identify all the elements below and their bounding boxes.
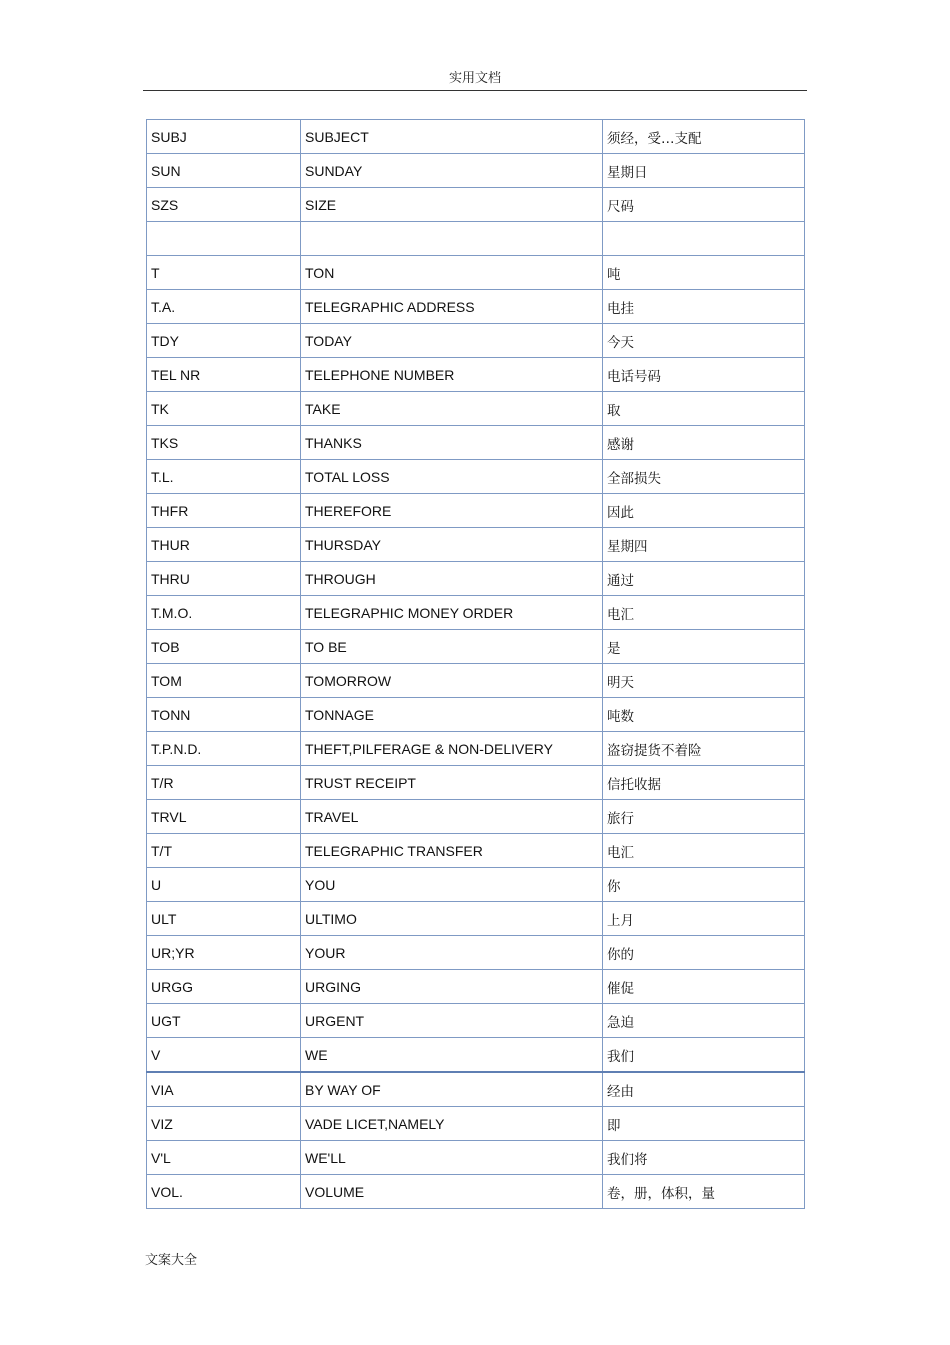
- full-term-cell: TRAVEL: [301, 800, 603, 834]
- chinese-meaning-cell: 吨: [603, 256, 805, 290]
- table-row: [147, 528, 805, 562]
- full-term-cell: TELEGRAPHIC ADDRESS: [301, 290, 603, 324]
- abbreviation-cell: TRVL: [147, 800, 301, 834]
- table-row: [147, 120, 805, 154]
- chinese-meaning-cell: 旅行: [603, 800, 805, 834]
- full-term-cell: TOMORROW: [301, 664, 603, 698]
- chinese-meaning-cell: 感谢: [603, 426, 805, 460]
- abbreviation-cell: TOB: [147, 630, 301, 664]
- chinese-meaning-cell: 今天: [603, 324, 805, 358]
- chinese-meaning-cell: 全部损失: [603, 460, 805, 494]
- table-row: [147, 1072, 805, 1107]
- abbreviation-cell: TEL NR: [147, 358, 301, 392]
- chinese-meaning-cell: 电汇: [603, 596, 805, 630]
- abbreviation-cell: SUBJ: [147, 120, 301, 154]
- abbreviation-cell: T.L.: [147, 460, 301, 494]
- table-row: [147, 494, 805, 528]
- abbreviation-cell: V: [147, 1038, 301, 1073]
- chinese-meaning-cell: 急迫: [603, 1004, 805, 1038]
- chinese-meaning-cell: [603, 222, 805, 256]
- full-term-cell: TELEGRAPHIC MONEY ORDER: [301, 596, 603, 630]
- full-term-cell: TOTAL LOSS: [301, 460, 603, 494]
- chinese-meaning-cell: 盗窃提货不着险: [603, 732, 805, 766]
- full-term-cell: YOU: [301, 868, 603, 902]
- table-row: [147, 664, 805, 698]
- abbreviation-cell: TOM: [147, 664, 301, 698]
- chinese-meaning-cell: 经由: [603, 1072, 805, 1107]
- full-term-cell: WE'LL: [301, 1141, 603, 1175]
- abbreviation-cell: V'L: [147, 1141, 301, 1175]
- table-row: [147, 324, 805, 358]
- abbreviation-cell: T/T: [147, 834, 301, 868]
- full-term-cell: SIZE: [301, 188, 603, 222]
- table-row: [147, 630, 805, 664]
- abbreviation-cell: UGT: [147, 1004, 301, 1038]
- chinese-meaning-cell: 我们: [603, 1038, 805, 1073]
- abbreviation-cell: THRU: [147, 562, 301, 596]
- chinese-meaning-cell: 因此: [603, 494, 805, 528]
- chinese-meaning-cell: 明天: [603, 664, 805, 698]
- table-row: [147, 290, 805, 324]
- chinese-meaning-cell: 电挂: [603, 290, 805, 324]
- full-term-cell: THEFT,PILFERAGE & NON-DELIVERY: [301, 732, 603, 766]
- full-term-cell: ULTIMO: [301, 902, 603, 936]
- chinese-meaning-cell: 取: [603, 392, 805, 426]
- table-row: [147, 222, 805, 256]
- chinese-meaning-cell: 尺码: [603, 188, 805, 222]
- table-row: [147, 970, 805, 1004]
- chinese-meaning-cell: 催促: [603, 970, 805, 1004]
- full-term-cell: VOLUME: [301, 1175, 603, 1209]
- full-term-cell: THURSDAY: [301, 528, 603, 562]
- table-row: [147, 834, 805, 868]
- abbreviation-cell: UR;YR: [147, 936, 301, 970]
- abbreviation-cell: T.M.O.: [147, 596, 301, 630]
- abbreviation-cell: SZS: [147, 188, 301, 222]
- chinese-meaning-cell: 即: [603, 1107, 805, 1141]
- table-row: [147, 936, 805, 970]
- table-row: [147, 562, 805, 596]
- full-term-cell: TAKE: [301, 392, 603, 426]
- full-term-cell: YOUR: [301, 936, 603, 970]
- table-row: [147, 868, 805, 902]
- table-row: [147, 426, 805, 460]
- abbreviation-cell: U: [147, 868, 301, 902]
- abbreviation-cell: [147, 222, 301, 256]
- table-row: [147, 392, 805, 426]
- full-term-cell: THEREFORE: [301, 494, 603, 528]
- chinese-meaning-cell: 你的: [603, 936, 805, 970]
- table-row: [147, 732, 805, 766]
- chinese-meaning-cell: 卷，册，体积，量: [603, 1175, 805, 1209]
- table-row: [147, 1175, 805, 1209]
- full-term-cell: TELEGRAPHIC TRANSFER: [301, 834, 603, 868]
- table-row: [147, 256, 805, 290]
- abbreviation-cell: T/R: [147, 766, 301, 800]
- chinese-meaning-cell: 你: [603, 868, 805, 902]
- chinese-meaning-cell: 星期四: [603, 528, 805, 562]
- page-footer: 文案大全: [145, 1253, 198, 1268]
- chinese-meaning-cell: 通过: [603, 562, 805, 596]
- chinese-meaning-cell: 星期日: [603, 154, 805, 188]
- table-row: [147, 460, 805, 494]
- abbreviation-table-body: [147, 120, 805, 1209]
- abbreviation-table: [146, 119, 805, 1209]
- full-term-cell: SUBJECT: [301, 120, 603, 154]
- table-row: [147, 766, 805, 800]
- abbreviation-cell: T.A.: [147, 290, 301, 324]
- full-term-cell: SUNDAY: [301, 154, 603, 188]
- abbreviation-cell: URGG: [147, 970, 301, 1004]
- abbreviation-cell: SUN: [147, 154, 301, 188]
- abbreviation-cell: VIA: [147, 1072, 301, 1107]
- table-row: [147, 596, 805, 630]
- table-row: [147, 1141, 805, 1175]
- table-row: [147, 1004, 805, 1038]
- table-row: [147, 1038, 805, 1073]
- chinese-meaning-cell: 上月: [603, 902, 805, 936]
- page-header: 实用文档: [448, 71, 501, 86]
- full-term-cell: URGING: [301, 970, 603, 1004]
- full-term-cell: VADE LICET,NAMELY: [301, 1107, 603, 1141]
- abbreviation-cell: TONN: [147, 698, 301, 732]
- table-row: [147, 358, 805, 392]
- abbreviation-cell: ULT: [147, 902, 301, 936]
- table-row: [147, 698, 805, 732]
- full-term-cell: [301, 222, 603, 256]
- full-term-cell: URGENT: [301, 1004, 603, 1038]
- header-divider: [143, 90, 807, 91]
- abbreviation-cell: THFR: [147, 494, 301, 528]
- full-term-cell: TONNAGE: [301, 698, 603, 732]
- abbreviation-cell: TKS: [147, 426, 301, 460]
- chinese-meaning-cell: 是: [603, 630, 805, 664]
- abbreviation-cell: TDY: [147, 324, 301, 358]
- chinese-meaning-cell: 电汇: [603, 834, 805, 868]
- chinese-meaning-cell: 我们将: [603, 1141, 805, 1175]
- full-term-cell: THANKS: [301, 426, 603, 460]
- abbreviation-cell: THUR: [147, 528, 301, 562]
- table-row: [147, 902, 805, 936]
- full-term-cell: TODAY: [301, 324, 603, 358]
- abbreviation-cell: VIZ: [147, 1107, 301, 1141]
- chinese-meaning-cell: 吨数: [603, 698, 805, 732]
- chinese-meaning-cell: 须经，受…支配: [603, 120, 805, 154]
- abbreviation-cell: T.P.N.D.: [147, 732, 301, 766]
- full-term-cell: TON: [301, 256, 603, 290]
- table-row: [147, 188, 805, 222]
- full-term-cell: WE: [301, 1038, 603, 1073]
- full-term-cell: THROUGH: [301, 562, 603, 596]
- chinese-meaning-cell: 信托收据: [603, 766, 805, 800]
- full-term-cell: BY WAY OF: [301, 1072, 603, 1107]
- full-term-cell: TELEPHONE NUMBER: [301, 358, 603, 392]
- full-term-cell: TRUST RECEIPT: [301, 766, 603, 800]
- full-term-cell: TO BE: [301, 630, 603, 664]
- abbreviation-cell: TK: [147, 392, 301, 426]
- abbreviation-cell: T: [147, 256, 301, 290]
- chinese-meaning-cell: 电话号码: [603, 358, 805, 392]
- table-row: [147, 154, 805, 188]
- table-row: [147, 800, 805, 834]
- abbreviation-cell: VOL.: [147, 1175, 301, 1209]
- table-row: [147, 1107, 805, 1141]
